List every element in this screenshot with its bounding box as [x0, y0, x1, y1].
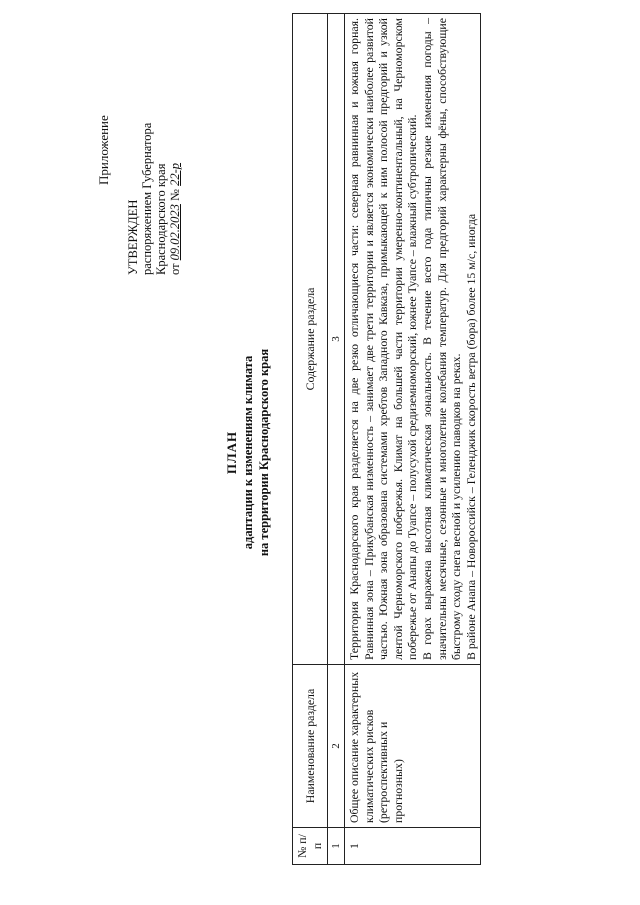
content-paragraph: В районе Анапа – Новороссийск – Геленджик скорость ветра (бора) более 15 м/с, иногда [463, 213, 478, 660]
approved-date: 09.02.2023 [168, 204, 182, 261]
plan-subtitle-1: адаптации к изменениям климата [241, 355, 255, 550]
plan-title: ПЛАН [224, 430, 239, 475]
column-number-row [328, 14, 345, 865]
appendix-label: Приложение [96, 115, 111, 185]
number-prefix: № [168, 189, 182, 201]
header-num: № п/п [293, 828, 328, 865]
row-content [345, 14, 481, 665]
col-number: 3 [328, 14, 345, 665]
approval-block [126, 123, 182, 275]
table-row [345, 14, 481, 865]
date-prefix: от [168, 263, 182, 275]
plan-subtitle-2: на территории Краснодарского края [257, 348, 271, 557]
header-name: Наименование раздела [293, 665, 328, 828]
approved-title: УТВЕРЖДЕН [126, 199, 140, 275]
content-paragraph: В горах выражена высотная климатическая зональность. В течение всего года типичны резкие изменения погоды – значительны месячные, сезонные и многолетние колебания температур. Для предгорий характерны фёны, способствующие быстрому сходу снега весной и усилению паводков на реках. [419, 18, 464, 660]
plan-table [292, 13, 481, 865]
row-name: Общее описание характерных климатических рисков (ретроспективных и прогнозных) [345, 665, 481, 828]
col-number: 2 [328, 665, 345, 828]
row-num: 1 [345, 828, 481, 865]
approved-date-line [168, 123, 182, 275]
approved-number: 22-р [168, 162, 182, 186]
header-content: Содержание раздела [293, 14, 328, 665]
approved-line-1: распоряжением Губернатора [140, 122, 154, 275]
content-paragraph: Территория Краснодарского края разделяется на две резко отличающиеся части: северная равнинная и южная горная. Равнинная зона – Прикубанская низменность – занимает две трети территории и является экономически наиболее развитой частью. Южная зона образована системами хребтов Западного Кавказа, примыкающей к ним полосой предгорий и узкой лентой Черноморского побережья. Климат на большей части территории умеренно-континентальный, на Черноморском побережье от Анапы до Туапсе – полусухой средиземноморский, южнее Туапсе – влажный субтропический. [347, 18, 420, 660]
approved-line-2: Краснодарского края [154, 163, 168, 275]
table-header-row [293, 14, 328, 865]
col-number: 1 [328, 828, 345, 865]
